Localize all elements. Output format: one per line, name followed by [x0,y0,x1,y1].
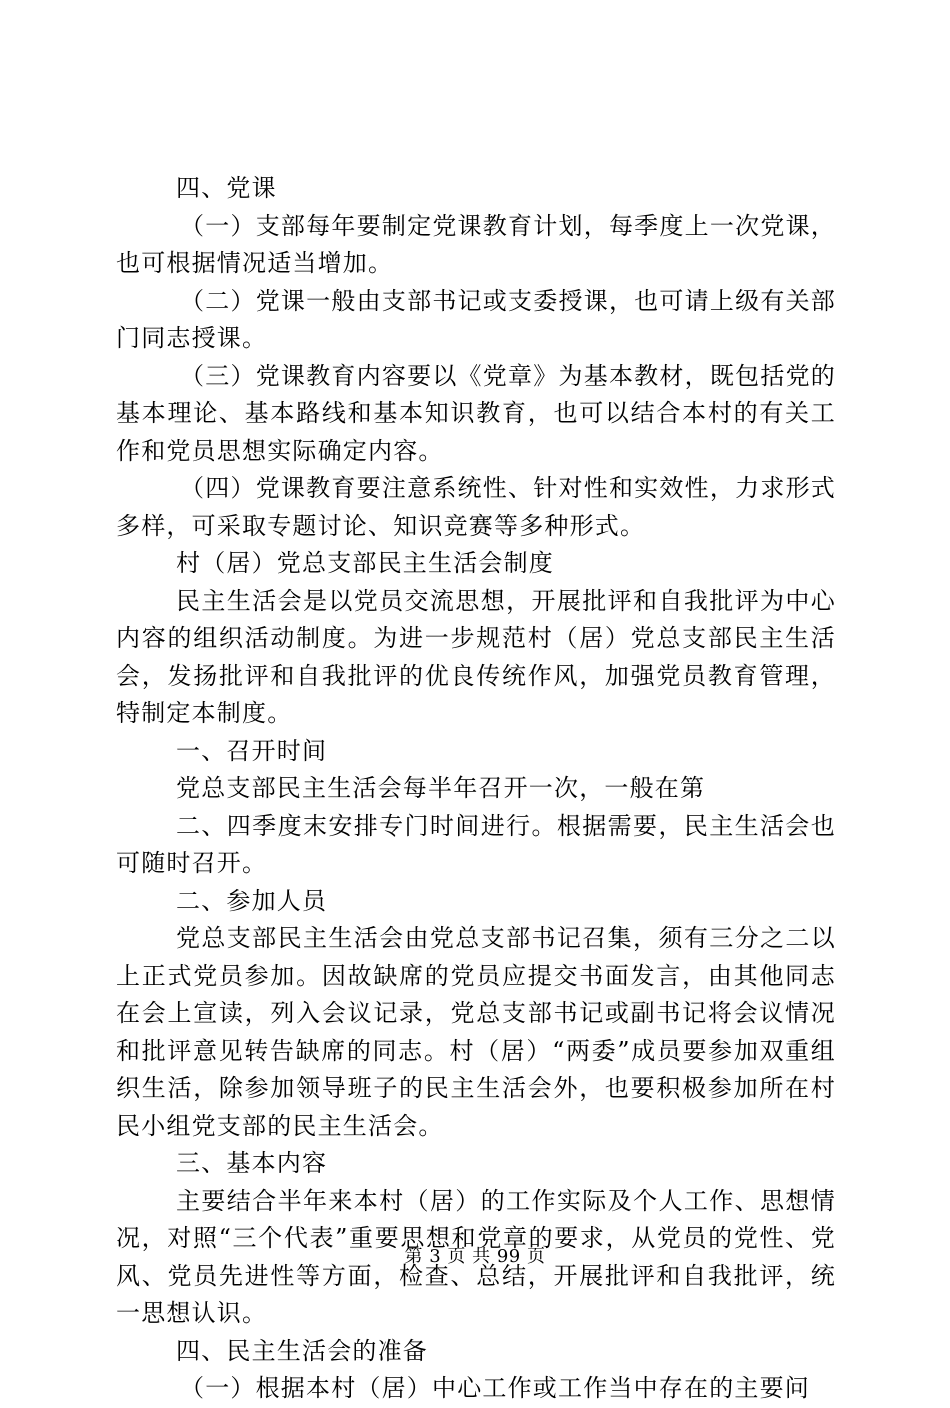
paragraph: （一）支部每年要制定党课教育计划，每季度上一次党课，也可根据情况适当增加。 [116,211,836,277]
paragraph: （二）党课一般由支部书记或支委授课，也可请上级有关部门同志授课。 [116,286,836,352]
section-heading: 四、民主生活会的准备 [176,1336,428,1365]
paragraph: （一）根据本村（居）中心工作或工作当中存在的主要问 [180,1374,810,1402]
paragraph: （四）党课教育要注意系统性、针对性和实效性，力求形式多样，可采取专题讨论、知识竞赛等多种形式。 [116,474,836,540]
paragraph: 党总支部民主生活会每半年召开一次，一般在第 [176,774,706,802]
document-body [116,170,836,1408]
paragraph: 民主生活会是以党员交流思想，开展批评和自我批评为中心内容的组织活动制度。为进一步规范村（居）党总支部民主生活会，发扬批评和自我批评的优良传统作风，加强党员教育管理，特制定本制度。 [116,586,836,727]
paragraph: （三）党课教育内容要以《党章》为基本教材，既包括党的基本理论、基本路线和基本知识教育，也可以结合本村的有关工作和党员思想实际确定内容。 [116,361,836,465]
paragraph: 二、四季度末安排专门时间进行。根据需要，民主生活会也可随时召开。 [116,811,836,877]
section-heading: 三、基本内容 [176,1149,328,1177]
section-heading: 二、参加人员 [176,886,328,915]
page-footer: 第 3 页 共 99 页 [404,1246,546,1267]
section-heading: 四、党课 [176,174,277,202]
paragraph: 主要结合半年来本村（居）的工作实际及个人工作、思想情况，对照“三个代表”重要思想和党章的要求，从党员的党性、党风、党员先进性等方面，检查、总结，开展批评和自我批评，统一思想认识。 [116,1186,836,1327]
section-heading: 一、召开时间 [176,736,328,765]
paragraph: 党总支部民主生活会由党总支部书记召集，须有三分之二以上正式党员参加。因故缺席的党员应提交书面发言，由其他同志在会上宣读，列入会议记录，党总支部书记或副书记将会议情况和批评意见转告缺席的同志。村（居）“两委”成员要参加双重组织生活，除参加领导班子的民主生活会外，也要积极参加所在村民小组党支部的民主生活会。 [116,924,836,1140]
document-title: 村（居）党总支部民主生活会制度 [176,549,554,577]
